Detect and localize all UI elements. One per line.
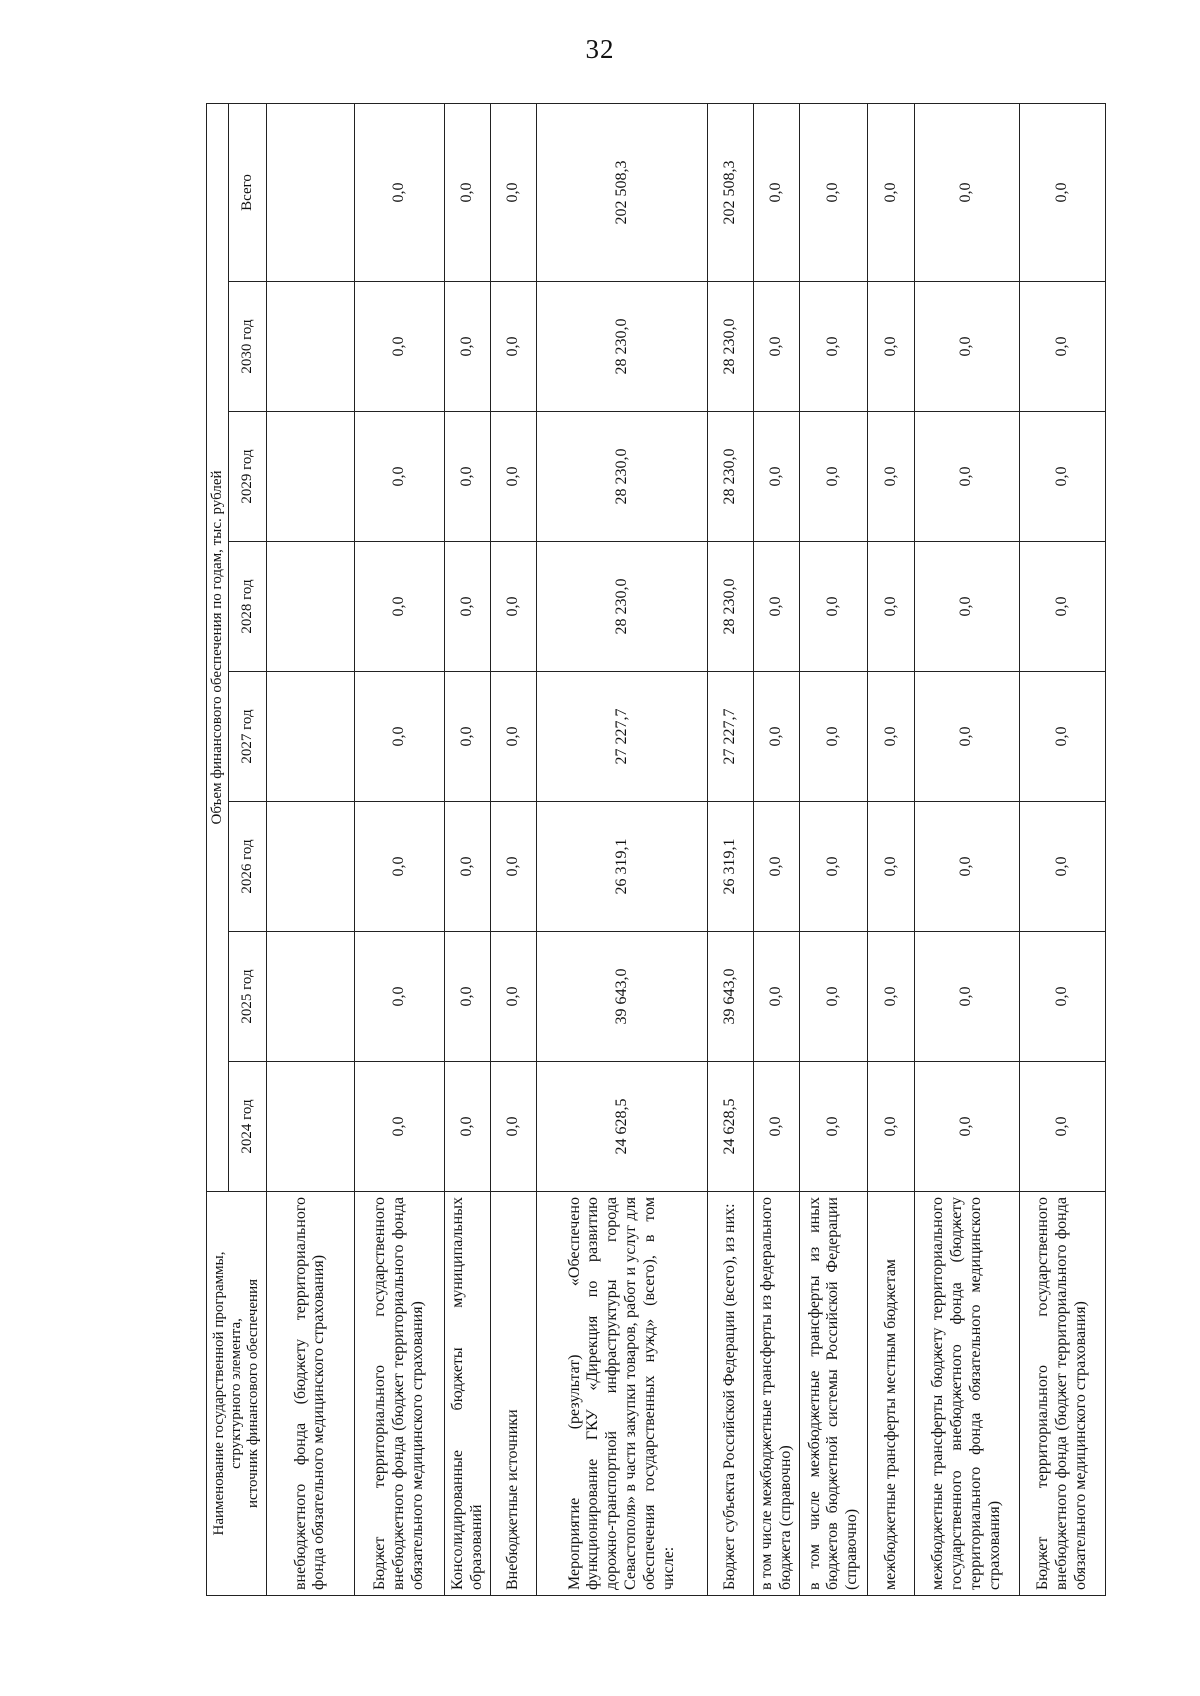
row-value-cell: 0,0 (754, 282, 800, 412)
row-value-cell: 0,0 (754, 542, 800, 672)
row-value-cell: 0,0 (800, 542, 868, 672)
row-value-cell: 0,0 (868, 1062, 914, 1192)
row-label: Бюджет субъекта Российской Федерации (всего), из них: (707, 1192, 753, 1596)
row-total-cell (267, 103, 355, 281)
row-value-cell: 0,0 (800, 672, 868, 802)
row-value-cell: 0,0 (354, 932, 444, 1062)
row-value-cell (267, 932, 355, 1062)
row-value-cell: 0,0 (491, 932, 537, 1062)
header-name-line-1: Наименование государственной программы, (210, 1251, 227, 1536)
row-value-cell: 0,0 (491, 802, 537, 932)
table-body (267, 103, 1106, 1595)
row-value-cell: 0,0 (868, 932, 914, 1062)
row-value-cell: 0,0 (445, 412, 491, 542)
row-value-cell (267, 802, 355, 932)
header-financing-group: Объем финансового обеспечения по годам, тыс. рублей (207, 103, 229, 1191)
table-row (868, 103, 914, 1595)
row-total-cell: 0,0 (445, 103, 491, 281)
row-total-cell: 0,0 (1020, 103, 1106, 281)
row-value-cell: 24 628,5 (707, 1062, 753, 1192)
row-value-cell: 0,0 (354, 802, 444, 932)
row-value-cell: 0,0 (445, 932, 491, 1062)
row-value-cell: 0,0 (354, 1062, 444, 1192)
table-row (1020, 103, 1106, 1595)
row-value-cell: 0,0 (491, 672, 537, 802)
row-value-cell: 0,0 (1020, 542, 1106, 672)
row-value-cell: 28 230,0 (537, 412, 707, 542)
row-value-cell: 0,0 (868, 802, 914, 932)
table-row (491, 103, 537, 1595)
row-value-cell: 28 230,0 (707, 542, 753, 672)
row-value-cell: 39 643,0 (537, 932, 707, 1062)
row-value-cell: 0,0 (754, 932, 800, 1062)
row-value-cell: 0,0 (754, 802, 800, 932)
row-value-cell: 0,0 (1020, 932, 1106, 1062)
row-value-cell: 28 230,0 (537, 282, 707, 412)
row-value-cell: 26 319,1 (707, 802, 753, 932)
row-label: Консолидированные бюджеты муниципальных образований (445, 1192, 491, 1596)
table-row (267, 103, 355, 1595)
financing-table (206, 103, 1106, 1596)
row-value-cell: 0,0 (491, 282, 537, 412)
header-year-2030: 2030 год (229, 282, 267, 412)
table-row (707, 103, 753, 1595)
row-label: Бюджет территориального государственного внебюджетного фонда (бюджет территориального фонда обязательного медицинского страхования) (1020, 1192, 1106, 1596)
row-value-cell: 0,0 (445, 282, 491, 412)
page-number: 32 (585, 34, 615, 64)
table-row (537, 103, 707, 1595)
header-year-2026: 2026 год (229, 802, 267, 932)
row-value-cell: 0,0 (914, 542, 1020, 672)
row-value-cell: 0,0 (800, 412, 868, 542)
header-total: Всего (229, 103, 267, 281)
row-label: в том числе межбюджетные трансферты из федерального бюджета (справочно) (754, 1192, 800, 1596)
row-value-cell: 0,0 (354, 412, 444, 542)
row-total-cell: 0,0 (800, 103, 868, 281)
table-row (800, 103, 868, 1595)
row-value-cell: 0,0 (800, 802, 868, 932)
row-label: Мероприятие (результат) «Обеспечено функционирование ГКУ «Дирекция по развитию дорожно-транспортной инфраструктуры города Севастополя» в части закупки товаров, работ и услуг для обеспечения государственных нужд» (всего), в том числе: (537, 1192, 707, 1596)
row-value-cell: 28 230,0 (707, 412, 753, 542)
row-value-cell: 0,0 (1020, 412, 1106, 542)
row-value-cell: 0,0 (754, 1062, 800, 1192)
row-value-cell: 26 319,1 (537, 802, 707, 932)
row-value-cell: 39 643,0 (707, 932, 753, 1062)
header-year-2029: 2029 год (229, 412, 267, 542)
row-label: в том числе межбюджетные трансферты из иных бюджетов бюджетной системы Российской Федерации (справочно) (800, 1192, 868, 1596)
rotated-table-frame (206, 104, 1106, 1596)
row-value-cell: 28 230,0 (537, 542, 707, 672)
row-value-cell: 27 227,7 (707, 672, 753, 802)
table-row (445, 103, 491, 1595)
row-label: Внебюджетные источники (491, 1192, 537, 1596)
row-value-cell: 0,0 (800, 1062, 868, 1192)
row-value-cell: 0,0 (754, 672, 800, 802)
row-value-cell (267, 672, 355, 802)
row-value-cell: 0,0 (914, 672, 1020, 802)
row-value-cell: 0,0 (868, 672, 914, 802)
row-value-cell: 0,0 (445, 1062, 491, 1192)
row-value-cell: 0,0 (914, 802, 1020, 932)
row-value-cell: 0,0 (1020, 672, 1106, 802)
row-value-cell: 0,0 (445, 802, 491, 932)
row-value-cell (267, 542, 355, 672)
row-value-cell: 0,0 (491, 542, 537, 672)
header-name-line-3: источник финансового обеспечения (245, 1279, 262, 1509)
row-total-cell: 0,0 (354, 103, 444, 281)
row-total-cell: 0,0 (491, 103, 537, 281)
row-label: Бюджет территориального государственного внебюджетного фонда (бюджет территориального фонда обязательного медицинского страхования) (354, 1192, 444, 1596)
row-total-cell: 202 508,3 (707, 103, 753, 281)
row-value-cell: 0,0 (1020, 282, 1106, 412)
table-row (914, 103, 1020, 1595)
header-year-2024: 2024 год (229, 1062, 267, 1192)
row-value-cell: 0,0 (868, 282, 914, 412)
row-value-cell: 0,0 (1020, 1062, 1106, 1192)
header-year-2027: 2027 год (229, 672, 267, 802)
row-value-cell: 0,0 (354, 542, 444, 672)
row-value-cell: 0,0 (445, 672, 491, 802)
header-row-group (207, 103, 229, 1595)
row-value-cell: 0,0 (445, 542, 491, 672)
row-value-cell: 0,0 (914, 932, 1020, 1062)
row-total-cell: 0,0 (914, 103, 1020, 281)
header-name-column (207, 1192, 267, 1596)
row-label: межбюджетные трансферты бюджету территориального государственного внебюджетного фонда (бюджету территориального фонда обязательного медицинского страхования) (914, 1192, 1020, 1596)
row-value-cell: 0,0 (800, 282, 868, 412)
table-row (354, 103, 444, 1595)
table-row (754, 103, 800, 1595)
row-value-cell: 0,0 (800, 932, 868, 1062)
row-value-cell: 28 230,0 (707, 282, 753, 412)
row-value-cell: 0,0 (868, 412, 914, 542)
row-value-cell: 24 628,5 (537, 1062, 707, 1192)
row-label: внебюджетного фонда (бюджету территориального фонда обязательного медицинского страхования) (267, 1192, 355, 1596)
row-value-cell: 27 227,7 (537, 672, 707, 802)
header-year-2028: 2028 год (229, 542, 267, 672)
row-value-cell (267, 282, 355, 412)
row-value-cell (267, 412, 355, 542)
row-value-cell: 0,0 (491, 1062, 537, 1192)
row-value-cell: 0,0 (1020, 802, 1106, 932)
row-value-cell: 0,0 (868, 542, 914, 672)
row-value-cell: 0,0 (354, 282, 444, 412)
header-name-line-2: структурного элемента, (227, 1318, 244, 1469)
row-total-cell: 0,0 (868, 103, 914, 281)
row-value-cell: 0,0 (914, 412, 1020, 542)
row-value-cell: 0,0 (354, 672, 444, 802)
row-value-cell: 0,0 (754, 412, 800, 542)
row-label: межбюджетные трансферты местным бюджетам (868, 1192, 914, 1596)
row-value-cell: 0,0 (914, 1062, 1020, 1192)
row-value-cell: 0,0 (491, 412, 537, 542)
row-total-cell: 0,0 (754, 103, 800, 281)
row-total-cell: 202 508,3 (537, 103, 707, 281)
row-value-cell (267, 1062, 355, 1192)
rotated-table-container (206, 104, 1106, 1596)
header-year-2025: 2025 год (229, 932, 267, 1062)
row-value-cell: 0,0 (914, 282, 1020, 412)
